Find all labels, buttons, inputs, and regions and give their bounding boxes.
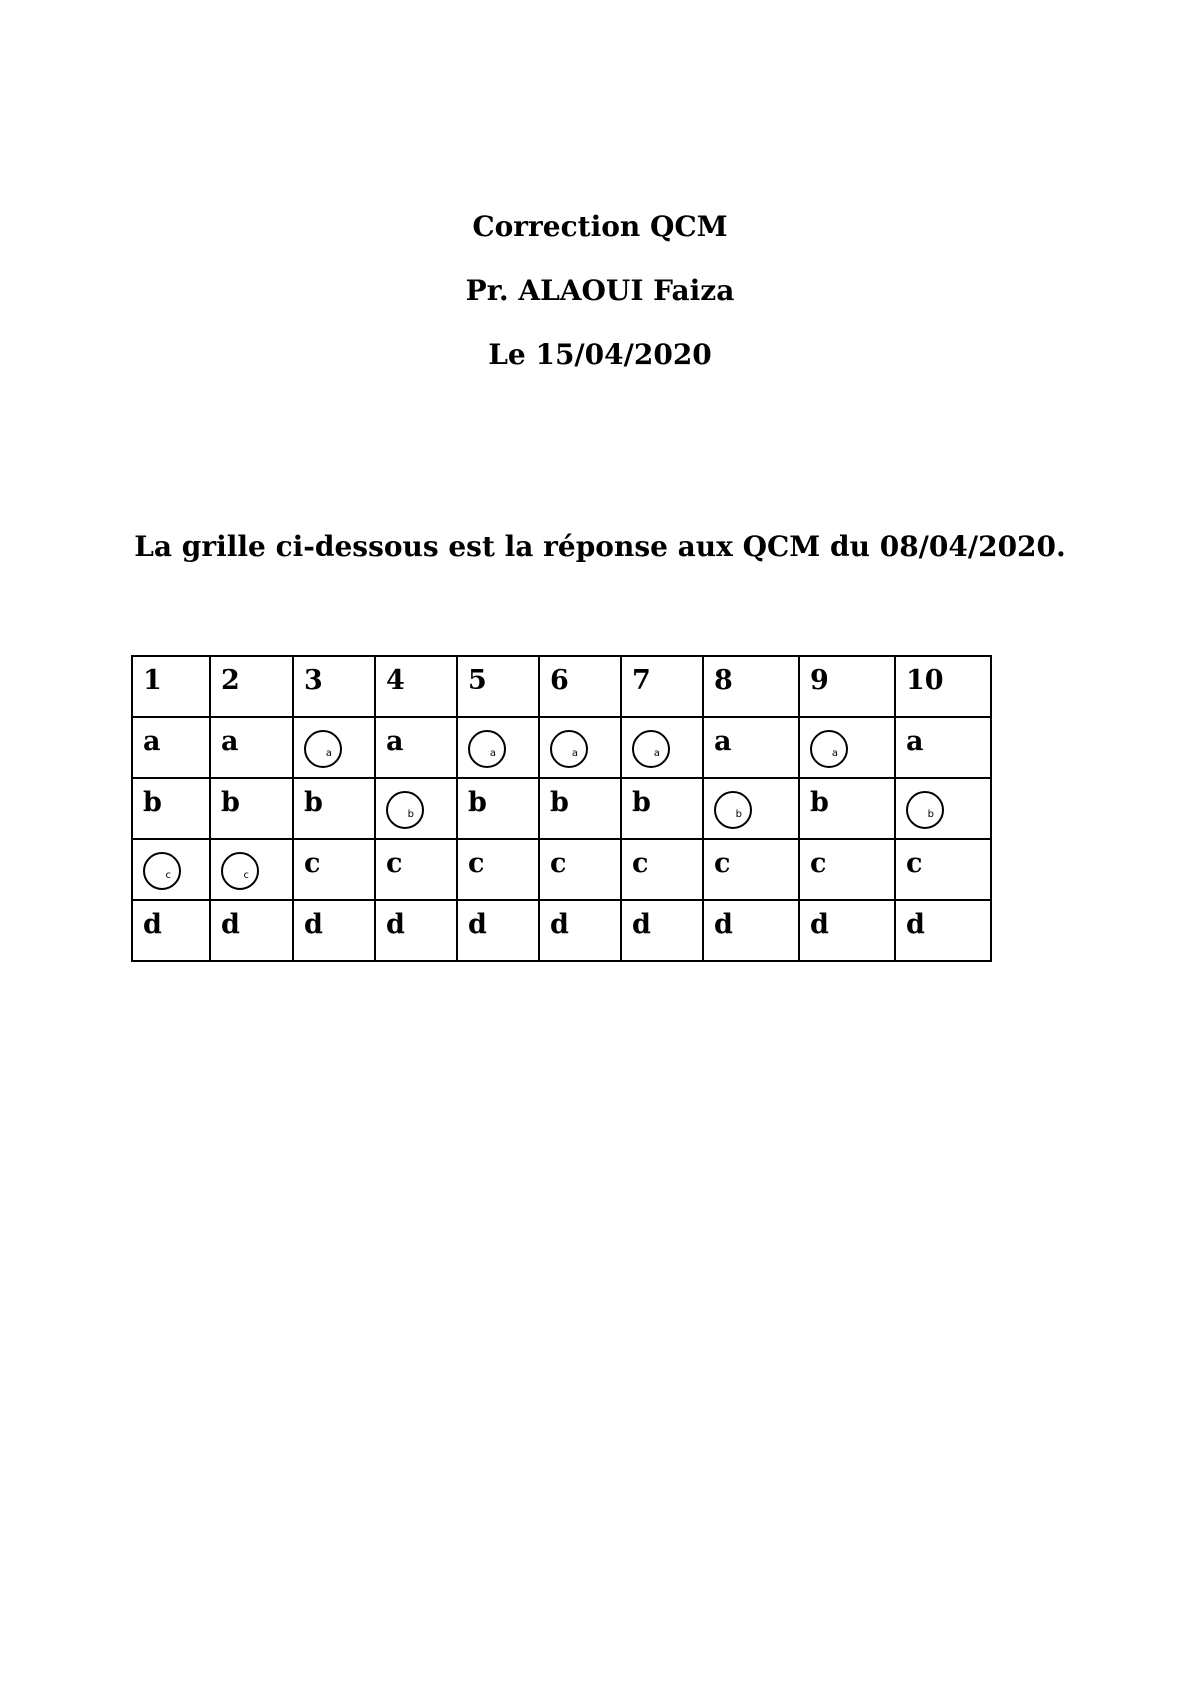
option-cell <box>293 839 375 900</box>
option-letter: a <box>906 726 924 757</box>
question-number-cell <box>895 656 991 717</box>
option-letter: d <box>632 909 651 940</box>
correct-answer-letter: a <box>831 748 838 759</box>
question-number: 4 <box>386 665 405 696</box>
option-cell <box>621 839 703 900</box>
option-letter: b <box>221 787 240 818</box>
option-cell <box>621 717 703 778</box>
option-letter: b <box>810 787 829 818</box>
option-cell <box>457 778 539 839</box>
option-cell <box>799 839 895 900</box>
option-cell <box>375 839 457 900</box>
option-letter: d <box>810 909 829 940</box>
option-cell <box>539 839 621 900</box>
question-number: 6 <box>550 665 569 696</box>
option-row-a <box>132 717 991 778</box>
question-number-cell <box>210 656 293 717</box>
option-cell <box>375 778 457 839</box>
correct-answer-circle <box>632 730 670 768</box>
option-cell <box>293 900 375 961</box>
option-letter: c <box>714 848 731 879</box>
question-number: 10 <box>906 665 944 696</box>
option-cell <box>895 839 991 900</box>
option-cell <box>621 900 703 961</box>
option-cell <box>539 778 621 839</box>
option-letter: b <box>550 787 569 818</box>
option-cell <box>457 839 539 900</box>
question-number: 7 <box>632 665 651 696</box>
option-cell <box>703 900 799 961</box>
question-number-cell <box>457 656 539 717</box>
answer-grid <box>131 655 992 962</box>
correct-answer-circle <box>810 730 848 768</box>
option-cell <box>703 717 799 778</box>
question-number-cell <box>799 656 895 717</box>
option-cell <box>895 717 991 778</box>
question-number: 3 <box>304 665 323 696</box>
option-letter: d <box>468 909 487 940</box>
option-letter: a <box>714 726 732 757</box>
option-cell <box>539 717 621 778</box>
correct-answer-letter: b <box>927 809 934 820</box>
option-row-d <box>132 900 991 961</box>
option-letter: a <box>386 726 404 757</box>
correct-answer-letter: a <box>571 748 578 759</box>
correct-answer-letter: b <box>735 809 742 820</box>
option-letter: a <box>143 726 161 757</box>
option-letter: d <box>221 909 240 940</box>
option-letter: c <box>386 848 403 879</box>
option-cell <box>895 778 991 839</box>
correct-answer-letter: a <box>325 748 332 759</box>
option-cell <box>375 717 457 778</box>
option-letter: b <box>304 787 323 818</box>
question-number-cell <box>621 656 703 717</box>
option-cell <box>703 778 799 839</box>
correct-answer-circle <box>221 852 259 890</box>
question-number: 2 <box>221 665 240 696</box>
option-cell <box>210 778 293 839</box>
option-cell <box>895 900 991 961</box>
option-row-c <box>132 839 991 900</box>
option-letter: b <box>143 787 162 818</box>
option-cell <box>703 839 799 900</box>
option-letter: d <box>906 909 925 940</box>
option-cell <box>375 900 457 961</box>
option-cell <box>132 839 210 900</box>
question-number: 1 <box>143 665 162 696</box>
option-letter: c <box>468 848 485 879</box>
option-cell <box>132 900 210 961</box>
question-number: 9 <box>810 665 829 696</box>
option-row-b <box>132 778 991 839</box>
correct-answer-letter: b <box>407 809 414 820</box>
option-cell <box>457 717 539 778</box>
question-number: 8 <box>714 665 733 696</box>
correct-answer-circle <box>304 730 342 768</box>
option-letter: d <box>550 909 569 940</box>
option-cell <box>132 778 210 839</box>
option-letter: b <box>632 787 651 818</box>
option-cell <box>210 839 293 900</box>
question-number-cell <box>539 656 621 717</box>
question-number-cell <box>293 656 375 717</box>
option-letter: c <box>810 848 827 879</box>
document-date: Le 15/04/2020 <box>488 338 712 371</box>
option-cell <box>799 778 895 839</box>
option-letter: d <box>143 909 162 940</box>
correct-answer-letter: a <box>489 748 496 759</box>
correct-answer-circle <box>714 791 752 829</box>
correct-answer-circle <box>143 852 181 890</box>
option-letter: d <box>386 909 405 940</box>
option-cell <box>293 778 375 839</box>
option-letter: d <box>304 909 323 940</box>
option-letter: b <box>468 787 487 818</box>
document-title: Correction QCM <box>472 210 728 243</box>
question-number-cell <box>375 656 457 717</box>
option-letter: c <box>632 848 649 879</box>
option-letter: c <box>304 848 321 879</box>
option-letter: a <box>221 726 239 757</box>
question-number-cell <box>703 656 799 717</box>
option-cell <box>799 717 895 778</box>
option-cell <box>132 717 210 778</box>
question-number: 5 <box>468 665 487 696</box>
author-name: Pr. ALAOUI Faiza <box>465 274 735 307</box>
correct-answer-letter: c <box>243 870 249 881</box>
option-letter: c <box>906 848 923 879</box>
correct-answer-circle <box>550 730 588 768</box>
question-number-row <box>132 656 991 717</box>
correct-answer-circle <box>906 791 944 829</box>
correct-answer-circle <box>386 791 424 829</box>
option-letter: c <box>550 848 567 879</box>
correct-answer-circle <box>468 730 506 768</box>
option-letter: d <box>714 909 733 940</box>
option-cell <box>210 900 293 961</box>
correct-answer-letter: a <box>653 748 660 759</box>
option-cell <box>539 900 621 961</box>
option-cell <box>621 778 703 839</box>
correct-answer-letter: c <box>165 870 171 881</box>
question-number-cell <box>132 656 210 717</box>
option-cell <box>799 900 895 961</box>
option-cell <box>210 717 293 778</box>
option-cell <box>457 900 539 961</box>
intro-sentence: La grille ci-dessous est la réponse aux QCM du 08/04/2020. <box>134 530 1066 563</box>
option-cell <box>293 717 375 778</box>
